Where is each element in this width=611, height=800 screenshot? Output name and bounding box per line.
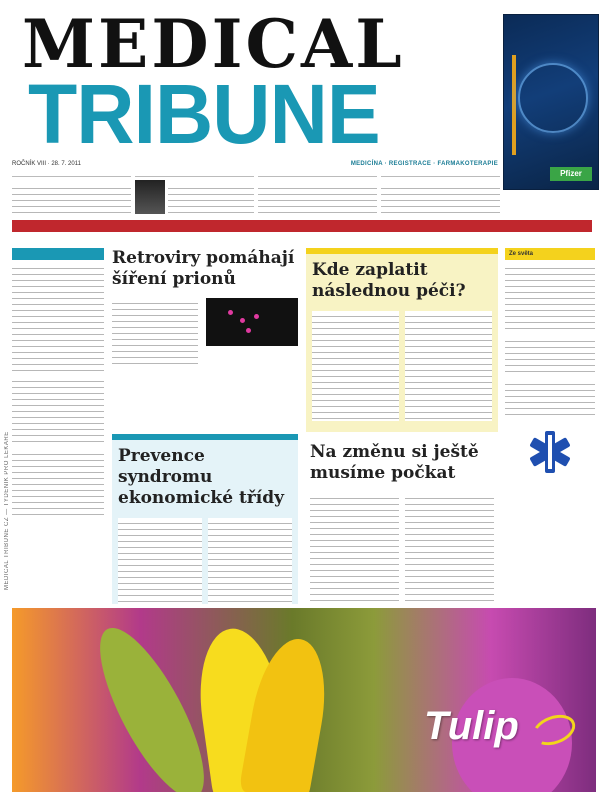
masthead-info-bar [12, 158, 498, 170]
masthead-title-bottom: TRIBUNE [28, 67, 380, 161]
article-body [208, 518, 292, 604]
teaser-strip [12, 176, 500, 216]
article-prevence-syndromu[interactable] [112, 434, 298, 604]
top-advertisement[interactable] [503, 14, 599, 190]
article-na-zmenu[interactable] [306, 440, 498, 604]
brief-text [12, 449, 104, 519]
masthead-title-top: MEDICAL [22, 5, 405, 83]
article-headline[interactable]: Na změnu si ještě musíme počkat [310, 442, 479, 483]
article-body [118, 518, 202, 604]
tulip-advertisement[interactable] [12, 608, 596, 792]
article-retroviry[interactable] [112, 248, 298, 424]
ad-brand-badge: Pfizer [550, 167, 592, 181]
left-news-column [12, 248, 104, 598]
star-of-life-icon [527, 429, 573, 475]
ad-stripe [512, 55, 516, 155]
teaser-portrait-image [135, 180, 165, 214]
article-headline[interactable]: Kde zaplatit následnou péči? [312, 260, 466, 301]
brief-text [12, 263, 104, 373]
brief-text [505, 263, 595, 333]
ad-brand-logo: Tulip [424, 704, 519, 748]
article-body [112, 298, 198, 368]
article-body [405, 493, 494, 603]
right-column-heading: Ze světa [505, 248, 595, 260]
red-announcement-bar [12, 220, 592, 232]
teaser-text [12, 183, 131, 216]
left-column-heading [12, 248, 104, 260]
teaser-item[interactable] [381, 176, 500, 216]
article-headline[interactable]: Prevence syndromu ekonomické třídy [118, 446, 284, 508]
teaser-text [381, 183, 500, 216]
article-body [312, 311, 399, 421]
article-body [405, 311, 492, 421]
article-nasledna-pece[interactable] [306, 248, 498, 432]
article-headline[interactable]: Retroviry pomáhají šíření prionů [112, 248, 295, 289]
brief-text [505, 379, 595, 419]
brief-text [12, 376, 104, 446]
masthead-tagline: MEDICÍNA · REGISTRACE · FARMAKOTERAPIE [350, 161, 498, 167]
issue-info: ROČNÍK VIII · 28. 7. 2011 [12, 161, 81, 167]
article-body [310, 493, 399, 603]
teaser-text [258, 183, 377, 216]
side-imprint: MEDICAL TRIBUNE CZ — TÝDENÍK PRO LÉKAŘE [4, 431, 10, 590]
brief-text [505, 336, 595, 376]
teaser-text [168, 183, 254, 216]
teaser-item[interactable] [258, 176, 377, 216]
right-news-column [505, 248, 595, 598]
teaser-item[interactable] [135, 176, 254, 216]
ad-ring-graphic [518, 63, 588, 133]
article-microscopy-image [206, 298, 298, 346]
teaser-item[interactable] [12, 176, 131, 216]
